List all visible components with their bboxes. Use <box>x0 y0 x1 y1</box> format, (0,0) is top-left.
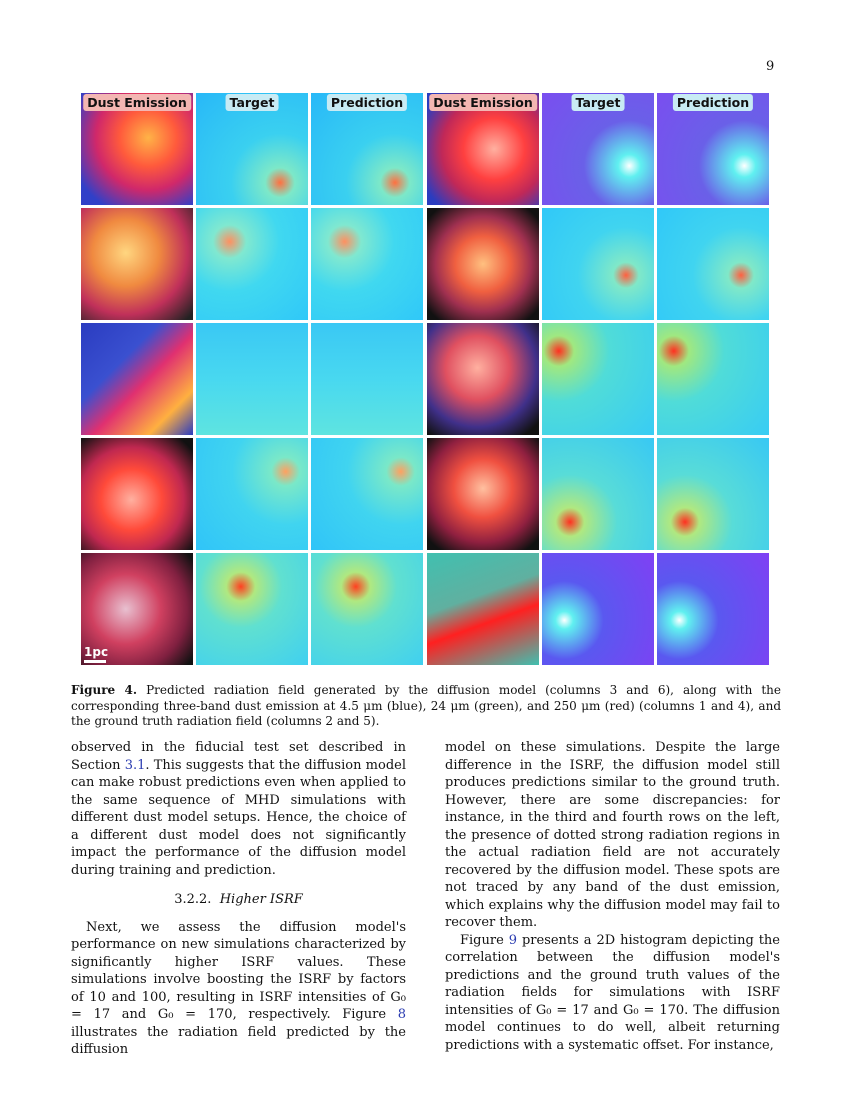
panel-r1-c2 <box>196 93 308 205</box>
panel-r5-c4 <box>427 553 539 665</box>
panel-r5-c3 <box>311 553 423 665</box>
panel-r1-c5 <box>542 93 654 205</box>
scale-bar <box>84 645 108 663</box>
panel-r3-c5 <box>542 323 654 435</box>
left-column <box>71 739 406 1059</box>
right-p2-text-b: presents a 2D histogram depicting the correlation between the diffusion model's predictions and the ground truth values of the radiation fields for simulations with ISRF intensities of G₀ = 17 and G₀ = 170. The diffusion model continues to do well, albeit returning predictions with a systematic offset. For instance, <box>445 932 780 1053</box>
panel-r2-c2 <box>196 208 308 320</box>
left-p2-text-b: illustrates the radiation field predicted by the diffusion <box>71 1024 406 1057</box>
panel-r4-c4 <box>427 438 539 550</box>
panel-r2-c6 <box>657 208 769 320</box>
panel-r5-c2 <box>196 553 308 665</box>
panel-r4-c5 <box>542 438 654 550</box>
panel-r5-c5 <box>542 553 654 665</box>
panel-r4-c6 <box>657 438 769 550</box>
section-link[interactable]: 3.1 <box>124 757 146 773</box>
scale-bar-line <box>84 660 106 663</box>
panel-r3-c6 <box>657 323 769 435</box>
caption-text: Predicted radiation field generated by the diffusion model (columns 3 and 6), along with the corresponding three-band dust emission at 4.5 μm (blue), 24 μm (green), and 250 μm (red) (columns 1 and 4), and the ground truth radiation field (columns 2 and 5). <box>71 683 781 729</box>
panel-r5-c6 <box>657 553 769 665</box>
column-label: Dust Emission <box>83 94 191 111</box>
page-number: 9 <box>766 59 775 74</box>
left-p2-text-a: Next, we assess the diffusion model's performance on new simulations characterized by significantly higher ISRF values. These simulations involve boosting the ISRF by factors of 10 and 100, resulting in ISRF intensities of G₀ = 17 and G₀ = 170, respectively. Figure <box>71 919 406 1022</box>
figure-4-image-grid <box>81 93 770 665</box>
subsection-number: 3.2.2. <box>174 892 212 907</box>
panel-r3-c4 <box>427 323 539 435</box>
column-label: Dust Emission <box>429 94 537 111</box>
column-label: Target <box>226 94 279 111</box>
panel-r4-c1 <box>81 438 193 550</box>
panel-r3-c3 <box>311 323 423 435</box>
panel-r1-c6 <box>657 93 769 205</box>
right-p2-text-a: Figure <box>460 932 509 948</box>
left-p1-text-b: . This suggests that the diffusion model can make robust predictions even when applied to the same sequence of MHD simulations with different dust model setups. Hence, the choice of a different dust model does not significantly impact the performance of the diffusion model during training and prediction. <box>71 757 406 878</box>
panel-r3-c2 <box>196 323 308 435</box>
figure-9-link[interactable]: 9 <box>508 932 518 948</box>
column-label: Target <box>572 94 625 111</box>
subsection-heading <box>71 891 406 909</box>
left-paragraph-1 <box>71 739 406 879</box>
panel-r1-c3 <box>311 93 423 205</box>
panel-r1-c4 <box>427 93 539 205</box>
scale-bar-label: 1pc <box>84 645 109 659</box>
right-column <box>445 739 780 1054</box>
panel-r3-c1 <box>81 323 193 435</box>
panel-r4-c3 <box>311 438 423 550</box>
panel-r1-c1 <box>81 93 193 205</box>
panel-r2-c4 <box>427 208 539 320</box>
figure-8-link[interactable]: 8 <box>397 1007 406 1022</box>
figure-caption <box>71 683 781 730</box>
right-paragraph-2 <box>445 932 780 1055</box>
right-paragraph-1: model on these simulations. Despite the large difference in the ISRF, the diffusion model still produces predictions similar to the ground truth. However, there are some discrepancies: for instance, in the third and fourth rows on the left, the presence of dotted strong radiation regions in the actual radiation field are not accurately recovered by the diffusion model. These spots are not traced by any band of the dust emission, which explains why the diffusion model may fail to recover them. <box>445 740 780 930</box>
left-p1-text-a: observed in the fiducial test set described in Section <box>71 740 406 773</box>
panel-r2-c5 <box>542 208 654 320</box>
left-paragraph-2 <box>71 919 406 1059</box>
column-label: Prediction <box>327 94 407 111</box>
column-label: Prediction <box>673 94 753 111</box>
panel-r4-c2 <box>196 438 308 550</box>
subsection-title: Higher ISRF <box>219 892 303 907</box>
panel-r2-c1 <box>81 208 193 320</box>
panel-r2-c3 <box>311 208 423 320</box>
caption-label: Figure 4. <box>71 683 138 697</box>
